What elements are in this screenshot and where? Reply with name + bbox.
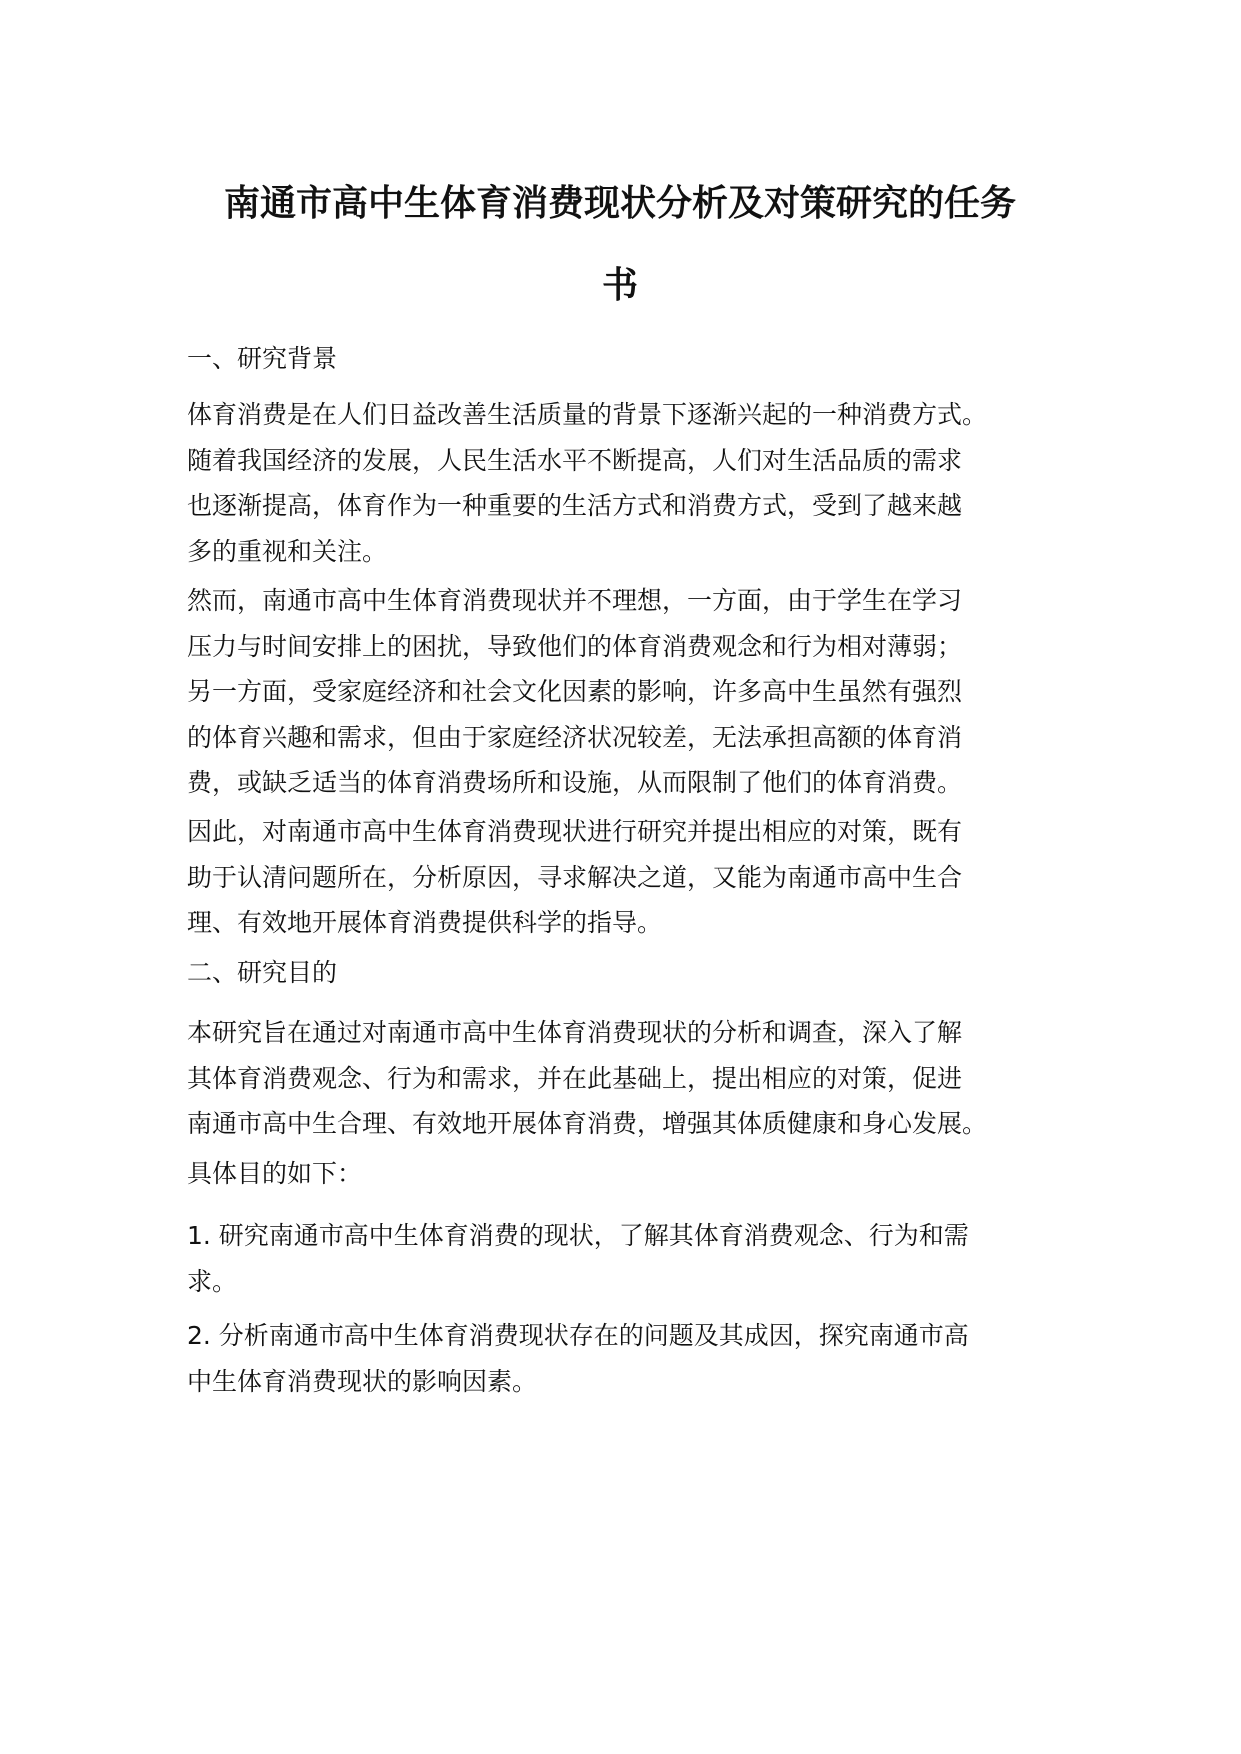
- text-line: 多的重视和关注。: [187, 536, 388, 566]
- text-line: 然而，南通市高中生体育消费现状并不理想，一方面，由于学生在学习: [187, 586, 963, 615]
- paragraph-specific-goals: [187, 1151, 1067, 1197]
- text-line: 助于认清问题所在，分析原因，寻求解决之道，又能为南通市高中生合: [187, 862, 963, 892]
- text-line: 另一方面，受家庭经济和社会文化因素的影响，许多高中生虽然有强烈: [187, 677, 963, 706]
- text-line: 中生体育消费现状的影响因素。: [187, 1366, 538, 1396]
- text-line: 其体育消费观念、行为和需求，并在此基础上，提出相应的对策，促进: [187, 1063, 963, 1093]
- text-line: 因此，对南通市高中生体育消费现状进行研究并提出相应的对策，既有: [187, 817, 963, 846]
- text-line: 2. 分析南通市高中生体育消费现状存在的问题及其成因，探究南通市高: [187, 1321, 969, 1350]
- document-title-line-1: 南通市高中生体育消费现状分析及对策研究的任务: [223, 183, 1016, 224]
- paragraph-background-3: [187, 809, 1067, 946]
- text-line: 二、研究目的: [187, 958, 338, 987]
- list-item-goal-1: [187, 1213, 1067, 1304]
- text-line: 的体育兴趣和需求，但由于家庭经济状况较差，无法承担高额的体育消: [187, 722, 963, 752]
- text-line: 理、有效地开展体育消费提供科学的指导。: [187, 908, 663, 937]
- text-line: 具体目的如下：: [187, 1159, 363, 1188]
- text-line: 费，或缺乏适当的体育消费场所和设施，从而限制了他们的体育消费。: [187, 768, 963, 797]
- paragraph-background-2: [187, 578, 1067, 806]
- text-line: 随着我国经济的发展，人民生活水平不断提高，人们对生活品质的需求: [187, 445, 963, 475]
- document-title-line-2: 书: [601, 265, 638, 306]
- heading-research-purpose: [187, 950, 1067, 996]
- text-line: 压力与时间安排上的困扰，导致他们的体育消费观念和行为相对薄弱；: [187, 631, 963, 661]
- heading-research-background: [187, 336, 1067, 382]
- text-line: 南通市高中生合理、有效地开展体育消费，增强其体质健康和身心发展。: [187, 1109, 988, 1138]
- text-line: 本研究旨在通过对南通市高中生体育消费现状的分析和调查，深入了解: [187, 1018, 963, 1047]
- text-line: 也逐渐提高，体育作为一种重要的生活方式和消费方式，受到了越来越: [187, 491, 963, 520]
- text-line: 体育消费是在人们日益改善生活质量的背景下逐渐兴起的一种消费方式。: [187, 400, 988, 429]
- text-line: 一、研究背景: [187, 344, 338, 373]
- paragraph-purpose: [187, 1010, 1067, 1147]
- text-line: 求。: [187, 1266, 238, 1296]
- paragraph-background-1: [187, 392, 1067, 574]
- list-item-goal-2: [187, 1313, 1067, 1404]
- text-line: 1. 研究南通市高中生体育消费的现状，了解其体育消费观念、行为和需: [187, 1221, 969, 1250]
